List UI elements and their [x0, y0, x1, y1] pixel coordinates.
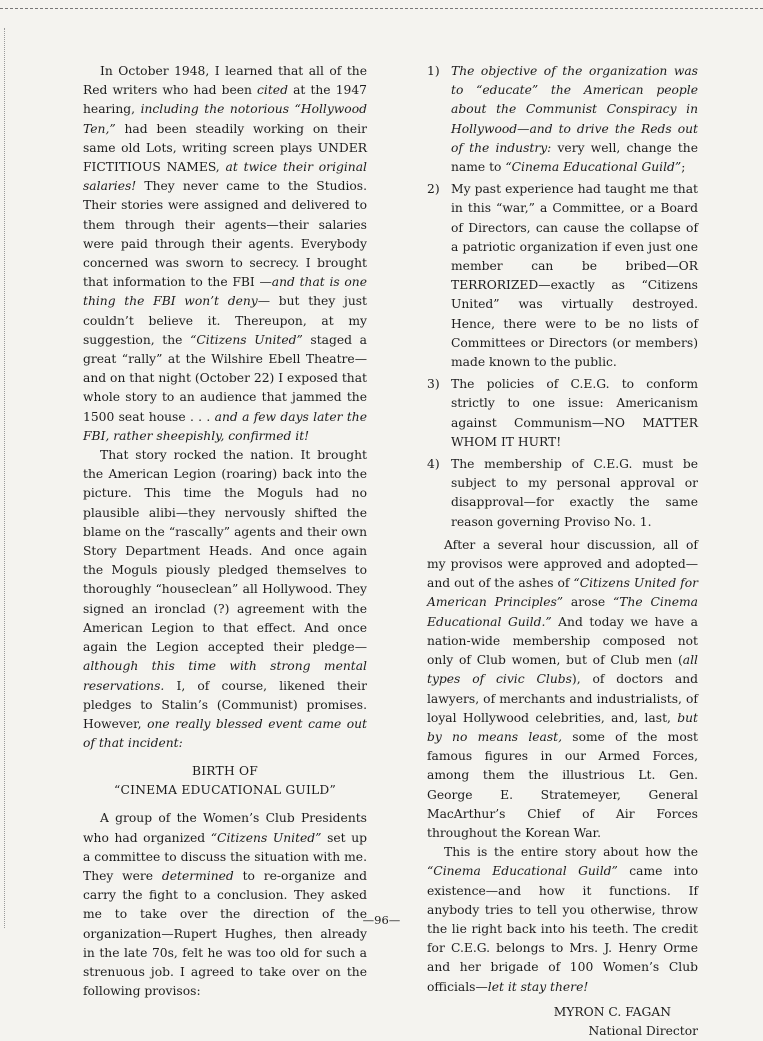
text-run: And today we have a nation-wide membership composed not only of Club women, but of Club men (: [427, 614, 698, 668]
italic-run: “Citizens United”: [190, 332, 303, 347]
italic-run: but by no means least,: [427, 710, 698, 744]
paragraph-october-1948: [83, 62, 367, 446]
text-run: at the 1947 hearing,: [83, 83, 367, 117]
italic-run: cited: [257, 83, 288, 98]
italic-run: all types of civic Clubs: [427, 653, 698, 687]
text-run: ), of doctors and lawyers, of merchants and industrialists, of loyal Hollywood celebrities, and, last,: [427, 672, 698, 725]
paragraph-story-rocked-nation: [83, 446, 367, 753]
text-run: The policies of C.E.G. to conform strictly to one issue: Americanism against Communism—NO MATTER WHOM IT HURT!: [451, 377, 698, 449]
heading-line-2: “CINEMA EDUCATIONAL GUILD”: [114, 783, 336, 798]
paragraph-after-discussion: [427, 536, 698, 843]
section-heading: [83, 762, 367, 800]
proviso-item: [427, 455, 698, 532]
text-run: The membership of C.E.G. must be subject to my personal approval or disapproval—for exactly the same reason governing Proviso No. 1.: [451, 457, 698, 529]
italic-run: The objective of the organization was to “educate” the American people about the Communist Conspiracy in Hollywood—and to drive the Reds out of the industry:: [451, 64, 698, 155]
proviso-text: [451, 62, 698, 177]
text-run: They never came to the Studios. Their stories were assigned and delivered to them through their agents—their salaries were paid through their agents. Everybody concerned was sworn to secrecy. I brought that information to the FBI: [83, 179, 367, 290]
italic-run: —and that is one thing the FBI won’t deny—: [83, 275, 367, 309]
italic-run: at twice their original salaries!: [83, 160, 367, 194]
text-run: I, of course, likened their pledges to Stalin’s (Communist) promises. However,: [83, 678, 367, 731]
proviso-number: 4): [427, 457, 440, 472]
italic-run: and a few days later the FBI, rather sheepishly, confirmed it!: [83, 409, 367, 443]
text-run: set up a committee to discuss the situation with me. They were: [83, 830, 368, 883]
text-run: ;: [681, 160, 686, 175]
text-run: That story rocked the nation. It brought the American Legion (roaring) back into the picture. This time the Moguls had no plausible alibi—they nervously shifted the blame on the “rascally” agents and their own Story Department Heads. And once again the Moguls piously pledged themselves to thoroughly “houseclean” all Hollywood. They signed an ironclad (?) agreement with the American Legion to that effect. And once again the Legion accepted their pledge: [83, 448, 367, 655]
text-run: In October 1948, I learned that all of the Red writers who had been: [83, 64, 367, 98]
text-run: This is the entire story about how the: [444, 845, 698, 860]
italic-run: “Citizens United for American Principles”: [427, 576, 698, 610]
paragraph-womens-club: [83, 809, 367, 1001]
text-run: but they just couldn’t believe it. Thereupon, at my suggestion, the: [83, 294, 367, 347]
italic-run: “The Cinema Educational Guild.”: [427, 595, 698, 629]
italic-run: “Cinema Educational Guild”: [505, 160, 682, 175]
italic-run: one really blessed event came out of that incident:: [83, 716, 367, 751]
signature-block: [427, 1003, 698, 1041]
signature-title: National Director: [588, 1023, 698, 1038]
text-run: staged a great “rally” at the Wilshire Ebell Theatre—and on that night (October 22) I exposed that whole story to an audience that jammed the 1500 seat house . . .: [83, 332, 367, 424]
proviso-number: 1): [427, 64, 440, 78]
proviso-item: [427, 375, 698, 452]
italic-run: including the notorious “Hollywood Ten,”: [83, 102, 367, 136]
right-column: [427, 62, 698, 1041]
text-run: A group of the Women’s Club Presidents who had organized: [83, 811, 367, 845]
proviso-text: [451, 180, 698, 372]
proviso-number: 2): [427, 182, 440, 197]
proviso-item: [427, 62, 698, 177]
text-run: very well, change the name to: [451, 140, 698, 175]
italic-run: —although this time with strong mental reservations.: [83, 640, 367, 693]
proviso-number: 3): [427, 377, 440, 392]
text-run: some of the most famous figures in our Armed Forces, among them the illustrious Lt. Gen. George E. Stratemeyer, General MacArthur’s Chief of Air Forces throughout the Korean War.: [427, 729, 698, 840]
italic-run: “Citizens United”: [210, 830, 322, 845]
italic-run: “Cinema Educational Guild”: [427, 864, 618, 879]
text-run: arose: [563, 595, 613, 610]
page-number: —96—: [362, 913, 401, 927]
provisos-list: [427, 62, 698, 532]
top-scan-edge: [0, 0, 763, 9]
italic-run: let it stay there!: [487, 979, 589, 994]
italic-run: determined: [161, 868, 234, 883]
left-column: [83, 62, 367, 1001]
proviso-text: [451, 375, 698, 452]
text-run: had been steadily working on their same old Lots, writing screen plays UNDER FICTITIOUS NAMES,: [83, 121, 367, 175]
text-run: came into existence—and how it functions. If anybody tries to tell you otherwise, throw the lie right back into his teeth. The credit for C.E.G. belongs to Mrs. J. Henry Orme and her brigade of 100 Women’s Club officials—: [427, 864, 698, 994]
text-run: After a several hour discussion, all of my provisos were approved and adopted—and out of the ashes of: [427, 537, 698, 591]
text-run: to re-organize and carry the fight to a conclusion. They asked me to take over the direction of the organization—Rupert Hughes, then already in the late 70s, felt he was too old for such a strenuous job. I agreed to take over on the following provisos:: [83, 868, 368, 999]
signature-name: MYRON C. FAGAN: [553, 1004, 671, 1019]
heading-line-1: BIRTH OF: [192, 764, 258, 779]
left-scan-edge: [0, 28, 5, 928]
proviso-text: [451, 455, 698, 532]
proviso-item: [427, 180, 698, 372]
text-run: My past experience had taught me that in this “war,” a Committee, or a Board of Directors, can cause the collapse of a patriotic organization if even just one member can be bribed—OR TERRORIZED—exactly as “Citizens United” was virtually destroyed. Hence, there were to be no lists of Committees or Directors (or members) made known to the public.: [451, 182, 698, 370]
